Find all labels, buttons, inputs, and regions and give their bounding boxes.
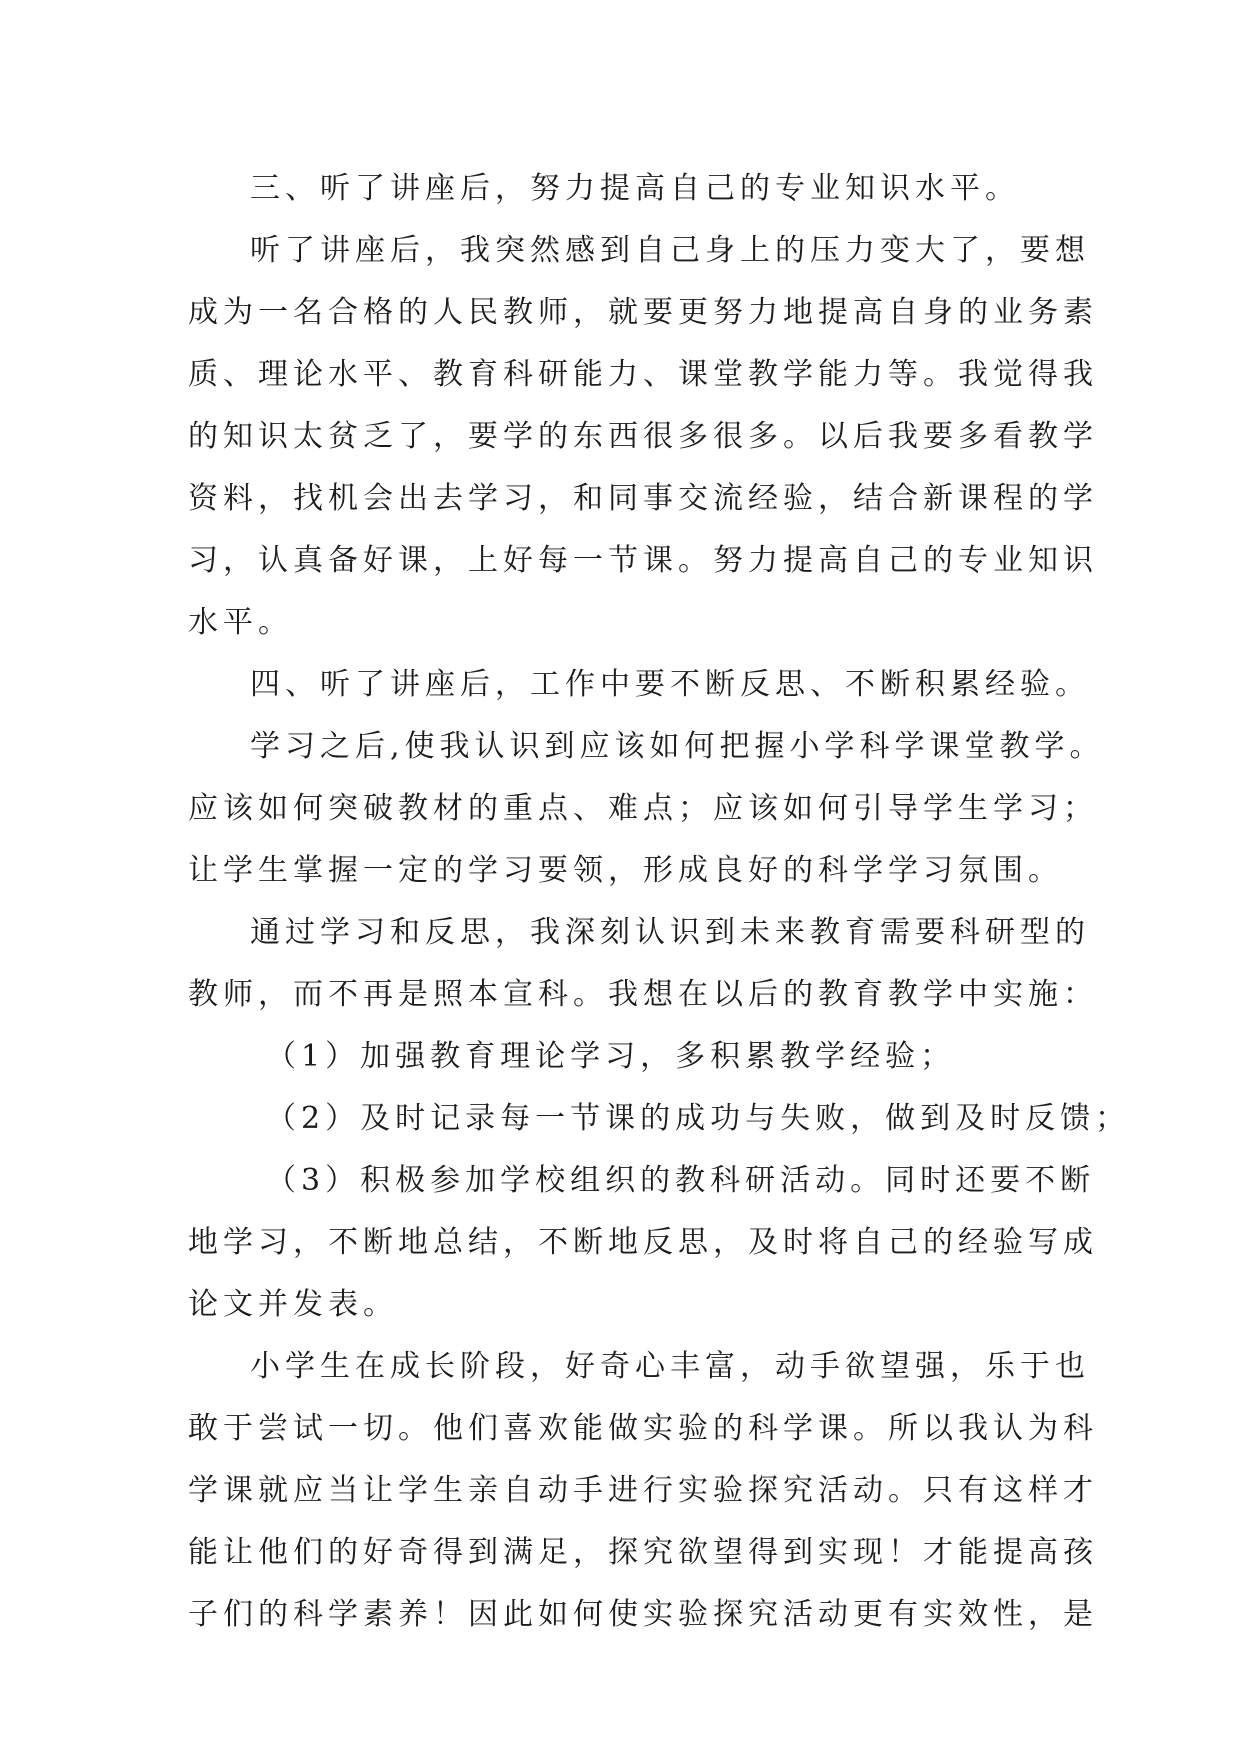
paragraph-line: 地学习，不断地总结，不断地反思，及时将自己的经验写成 (188, 1225, 1098, 1260)
paragraph-line: 让学生掌握一定的学习要领，形成良好的科学学习氛围。 (188, 853, 1063, 888)
paragraph-line: 学习之后,使我认识到应该如何把握小学科学课堂教学。 (250, 729, 1105, 764)
list-item-3: （3）积极参加学校组织的教科研活动。同时还要不断 (266, 1163, 1096, 1198)
paragraph-line: 子们的科学素养！因此如何使实验探究活动更有实效性，是 (188, 1597, 1098, 1632)
paragraph-line: 学课就应当让学生亲自动手进行实验探究活动。只有这样才 (188, 1473, 1098, 1508)
paragraph-line: 成为一名合格的人民教师，就要更努力地提高自身的业务素 (188, 295, 1098, 330)
list-item-1: （1）加强教育理论学习，多积累教学经验； (266, 1039, 956, 1074)
paragraph-line: 教师，而不再是照本宣科。我想在以后的教育教学中实施： (188, 977, 1098, 1012)
paragraph-line: 水平。 (188, 605, 293, 640)
paragraph-line: 应该如何突破教材的重点、难点；应该如何引导学生学习； (188, 791, 1098, 826)
section-heading-4: 四、听了讲座后，工作中要不断反思、不断积累经验。 (250, 667, 1090, 702)
paragraph-line: 论文并发表。 (188, 1287, 398, 1322)
section-heading-3: 三、听了讲座后，努力提高自己的专业知识水平。 (250, 171, 1020, 206)
document-body (188, 158, 1131, 1646)
paragraph-line: 资料，找机会出去学习，和同事交流经验，结合新课程的学 (188, 481, 1098, 516)
list-item-2: （2）及时记录每一节课的成功与失败，做到及时反馈； (266, 1101, 1131, 1136)
paragraph-line: 习，认真备好课，上好每一节课。努力提高自己的专业知识 (188, 543, 1098, 578)
paragraph-line: 质、理论水平、教育科研能力、课堂教学能力等。我觉得我 (188, 357, 1098, 392)
paragraph-line: 通过学习和反思，我深刻认识到未来教育需要科研型的 (250, 915, 1090, 950)
paragraph-line: 能让他们的好奇得到满足，探究欲望得到实现！才能提高孩 (188, 1535, 1098, 1570)
paragraph-line: 敢于尝试一切。他们喜欢能做实验的科学课。所以我认为科 (188, 1411, 1098, 1446)
paragraph-line: 小学生在成长阶段，好奇心丰富，动手欲望强，乐于也 (250, 1349, 1090, 1384)
paragraph-line: 的知识太贫乏了，要学的东西很多很多。以后我要多看教学 (188, 419, 1098, 454)
paragraph-line: 听了讲座后，我突然感到自己身上的压力变大了，要想 (250, 233, 1090, 268)
